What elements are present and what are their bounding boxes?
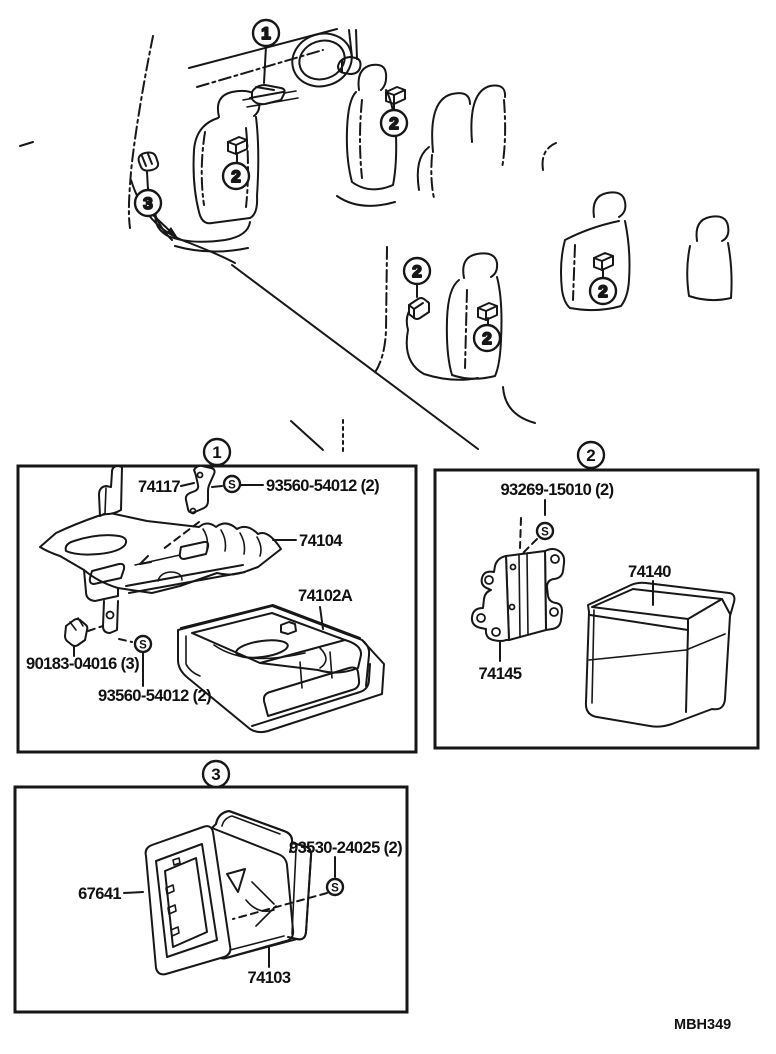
- part-drawing-mount-bracket: [472, 549, 564, 641]
- part-drawing-ashtray-tray: [178, 605, 384, 732]
- callout-1: [253, 20, 279, 46]
- wheel-arch-curve: [503, 387, 535, 423]
- ashtray-icon-dash: [250, 85, 285, 104]
- callout-2e-number: 2: [482, 329, 492, 348]
- screw-symbol-lower-letter: S: [139, 639, 147, 652]
- section-3-number: 3: [211, 765, 221, 784]
- screw-symbol-box3-letter: S: [331, 882, 339, 895]
- section-1-number: 1: [212, 443, 222, 462]
- part-drawing-clip: [65, 618, 87, 646]
- floor-diagonal-2: [291, 421, 323, 450]
- figure-code: MBH349: [674, 1017, 732, 1033]
- section-2-number: 2: [586, 446, 596, 465]
- callout-2c-number: 2: [412, 262, 422, 281]
- part-label-screw-box3: 93530-24025 (2): [289, 839, 403, 857]
- callout-2d-number: 2: [598, 282, 608, 301]
- callout-1-number: 1: [261, 24, 271, 43]
- callout-2c: [404, 258, 430, 284]
- part-label-screw-upper: 93560-54012 (2): [266, 477, 380, 495]
- callout-3-number: 3: [143, 194, 153, 213]
- part-label-74140: 74140: [628, 563, 671, 581]
- part-drawing-retainer-bracket: [186, 466, 215, 514]
- part-label-74117: 74117: [138, 478, 180, 496]
- ashtray-icon-seat-d: [594, 253, 613, 270]
- screw-symbol-box2: [537, 523, 553, 539]
- section-1-callout: [204, 439, 230, 465]
- screw-symbol-box3: [327, 879, 343, 895]
- screw-symbol-box2-letter: S: [541, 526, 549, 539]
- floor-diagonal: [232, 265, 478, 449]
- leader-callout-3: [147, 172, 148, 190]
- callout-2d: [590, 278, 616, 304]
- rear-headrests: [418, 85, 505, 198]
- part-label-74103: 74103: [247, 969, 291, 987]
- body-stray-mark: [20, 142, 33, 146]
- callout-2a-number: 2: [389, 114, 399, 133]
- clip-icon-floating: [409, 298, 429, 319]
- part-label-screw-box2: 93269-15010 (2): [500, 481, 614, 499]
- part-label-74145: 74145: [478, 665, 522, 683]
- section-box-1: [18, 439, 416, 752]
- seat-far-right: [687, 216, 731, 300]
- callout-3: [135, 190, 161, 216]
- leader-callout-1: [264, 46, 266, 83]
- part-drawing-receptacle-box: [586, 583, 735, 727]
- section-1-border: [18, 466, 416, 752]
- callout-2a: [381, 110, 407, 136]
- section-box-2: [435, 442, 758, 748]
- screw-symbol-upper: [224, 476, 240, 492]
- section-3-callout: [203, 761, 229, 787]
- callout-2b: [223, 163, 249, 189]
- callout-2e: [474, 325, 500, 351]
- part-label-screw-lower: 93560-54012 (2): [98, 687, 212, 705]
- part-label-74104: 74104: [299, 532, 342, 550]
- section-box-3: [15, 761, 407, 1012]
- pillar-dashdot: [374, 247, 387, 374]
- steering-wheel: [285, 26, 360, 94]
- screw-symbol-lower: [135, 636, 151, 652]
- screw-symbol-upper-letter: S: [228, 479, 236, 492]
- grommet-icon: [139, 153, 159, 171]
- mid-pillar-hook: [543, 143, 556, 170]
- section-2-callout: [578, 442, 604, 468]
- ashtray-icon-seat-a: [228, 137, 247, 154]
- callout-2b-number: 2: [231, 167, 241, 186]
- part-label-67641: 67641: [78, 885, 121, 903]
- vehicle-overview-sketch: [20, 20, 732, 452]
- part-label-clip: 90183-04016 (3): [26, 655, 140, 673]
- part-label-74102a: 74102A: [298, 587, 353, 605]
